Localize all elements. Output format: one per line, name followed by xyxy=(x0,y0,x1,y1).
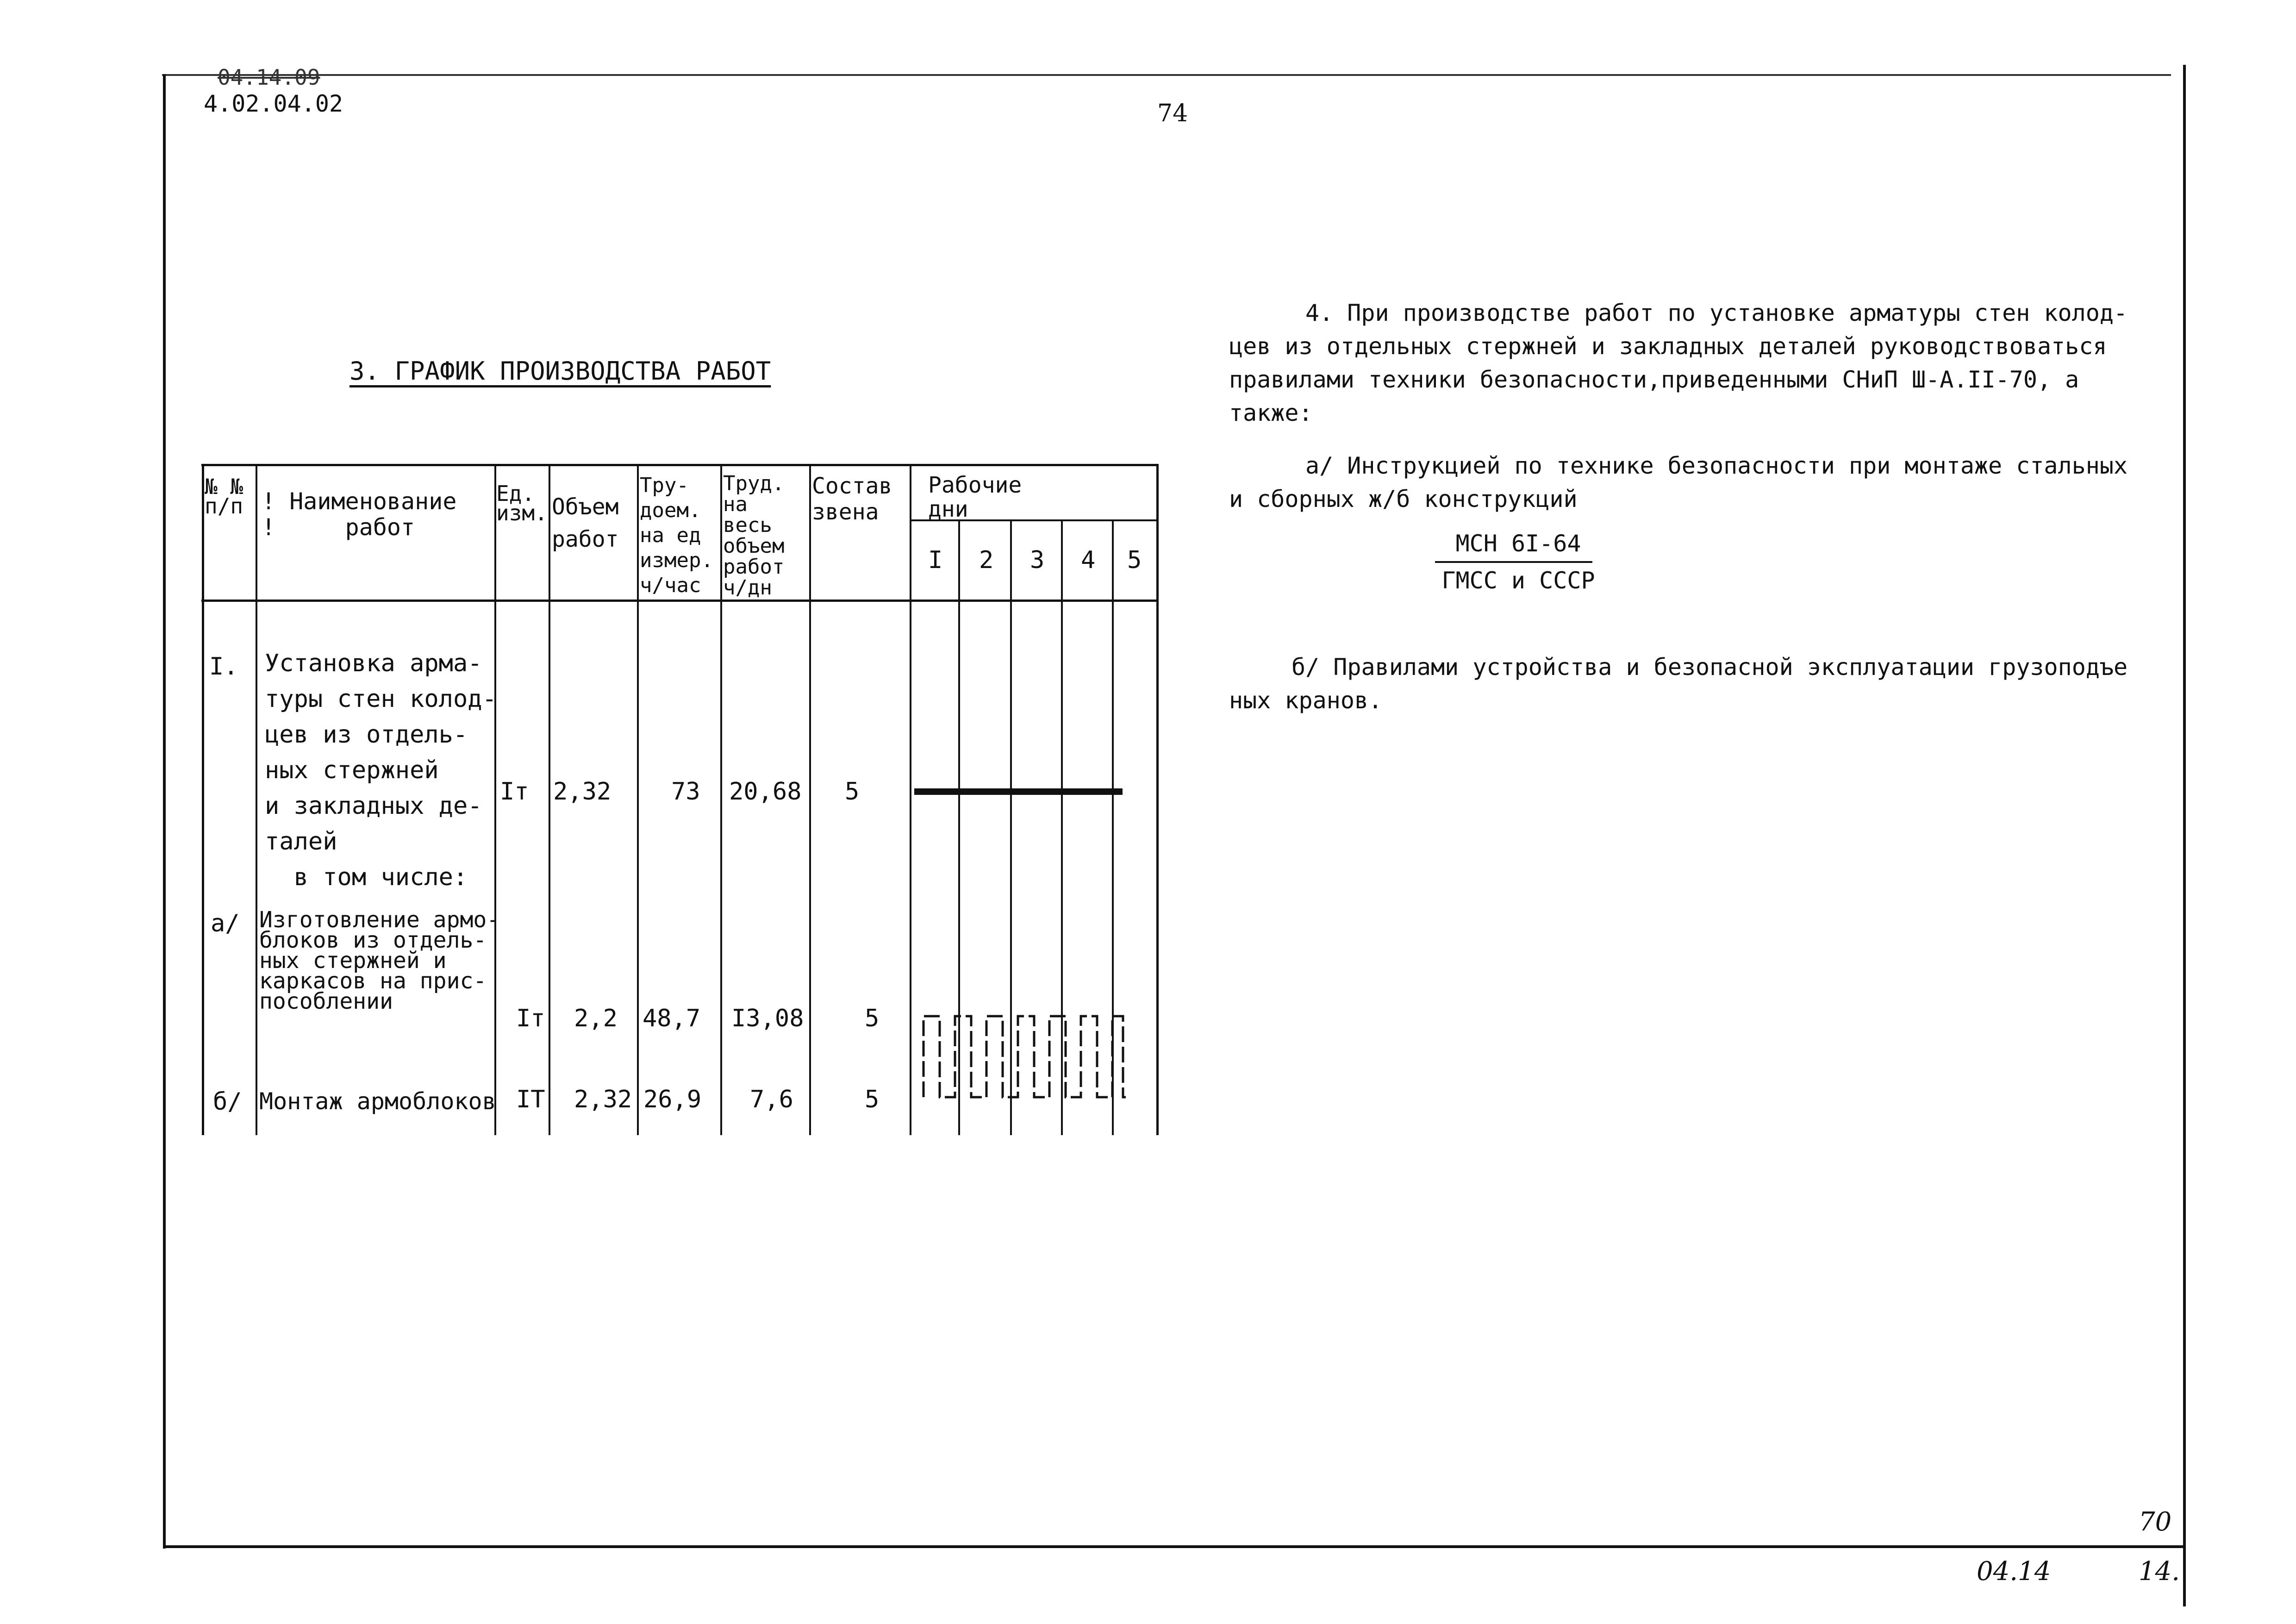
note-4-line2: цев из отдельных стержней и закладных деталей руководствоваться xyxy=(1229,333,2107,360)
row-name: Изготовление армо- блоков из отдель- ных стержней и каркасов на прис- пособлении xyxy=(259,907,500,1014)
row-crew: 5 xyxy=(845,778,860,806)
row-unit: Iт xyxy=(516,1005,545,1032)
corner-number: 70 xyxy=(2139,1507,2172,1537)
note-a-line2: и сборных ж/б конструкций xyxy=(1229,486,1578,512)
row-volume: 2,32 xyxy=(574,1086,632,1113)
header-unit: Ед. изм. xyxy=(496,481,548,525)
header-days-group: Рабочие дни xyxy=(928,472,1022,522)
row-labor-unit: 48,7 xyxy=(643,1005,701,1032)
day-header-1: I xyxy=(928,546,943,574)
note-4-line4: также: xyxy=(1229,400,1313,426)
header-name: ! Наименование ! работ xyxy=(262,488,457,541)
note-4-line3: правилами техники безопасности,приведенными СНиП Ш-А.II-70, а xyxy=(1229,366,2079,393)
row-labor-total: 7,6 xyxy=(750,1086,793,1113)
header-volume: Объем работ xyxy=(552,494,619,552)
row-num: б/ xyxy=(213,1088,242,1116)
note-4-line1: 4. При производстве работ по установке арматуры стен колод- xyxy=(1305,300,2128,326)
row-crew: 5 xyxy=(865,1005,880,1032)
row-crew: 5 xyxy=(865,1086,880,1113)
gantt-zigzag-row2 xyxy=(923,1016,1126,1097)
row-num: I. xyxy=(209,653,238,681)
footer-code-right: 14. xyxy=(2139,1556,2180,1587)
document-code: 4.02.04.02 xyxy=(204,90,343,117)
row-num: а/ xyxy=(211,910,240,937)
header-labor-total: Труд. на весь объем работ ч/дн xyxy=(723,472,785,600)
day-header-4: 4 xyxy=(1081,546,1096,574)
struck-reference-code: 04.14.09 xyxy=(218,65,320,90)
row-unit: Iт xyxy=(500,778,529,806)
note-a-line1: а/ Инструкцией по технике безопасности при монтаже стальных xyxy=(1305,452,2128,479)
row-name: Монтаж армоблоков xyxy=(259,1088,496,1115)
header-crew: Состав звена xyxy=(812,473,892,525)
day-header-5: 5 xyxy=(1127,546,1142,574)
row-labor-unit: 26,9 xyxy=(643,1086,702,1113)
note-b-line2: ных кранов. xyxy=(1229,687,1383,714)
gantt-bar-row1 xyxy=(914,788,1123,795)
note-b-line1: б/ Правилами устройства и безопасной эксплуатации грузоподъе xyxy=(1292,654,2128,681)
formula-bar xyxy=(1435,561,1592,563)
row-name: Установка арма- туры стен колод- цев из отдель- ных стержней и закладных де- талей в том числе: xyxy=(265,650,497,891)
formula-numerator: МСН 6I-64 xyxy=(1455,530,1581,557)
row-labor-total: I3,08 xyxy=(731,1005,804,1032)
day-header-2: 2 xyxy=(979,546,994,574)
day-header-3: 3 xyxy=(1030,546,1045,574)
header-num: № № п/п xyxy=(205,474,243,518)
footer-code-left: 04.14 xyxy=(1977,1556,2051,1587)
section-title: 3. ГРАФИК ПРОИЗВОДСТВА РАБОТ xyxy=(349,356,771,386)
row-labor-unit: 73 xyxy=(671,778,700,806)
header-labor-unit: Тру- доем. на ед измер. ч/час xyxy=(640,474,713,597)
row-volume: 2,2 xyxy=(574,1005,618,1032)
row-unit: IТ xyxy=(516,1086,545,1113)
page-number: 74 xyxy=(1157,100,1188,127)
row-volume: 2,32 xyxy=(553,778,611,806)
formula-denominator: ГМСС и СССР xyxy=(1441,567,1595,594)
row-labor-total: 20,68 xyxy=(729,778,802,806)
